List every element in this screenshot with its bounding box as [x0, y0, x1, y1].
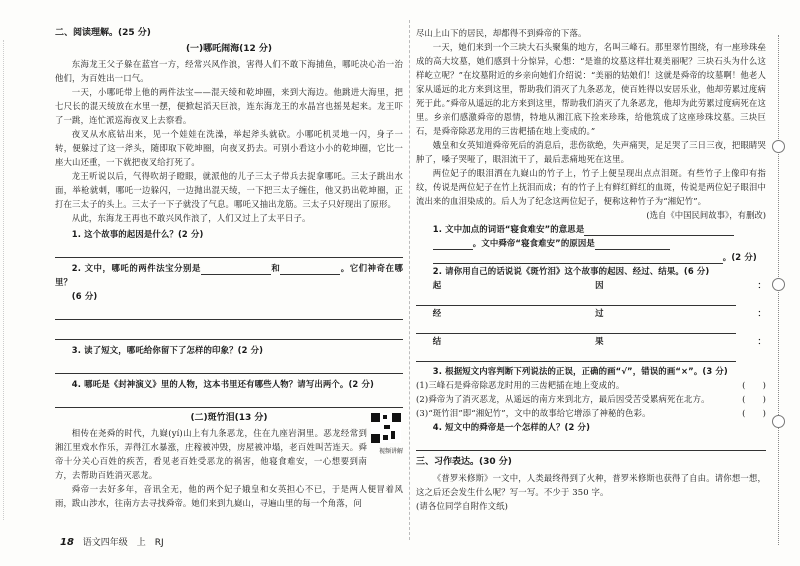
right-column — [416, 26, 766, 513]
question: 3. 读了短文，哪吒给你留下了怎样的印象？(2 分) — [71, 345, 264, 355]
left-margin-dots — [3, 40, 12, 520]
answer-row: 结果： — [416, 334, 766, 362]
answer-row: 经过： — [416, 306, 766, 334]
judgement-statement: (1)三峰石是舜帝除恶龙时用的三齿耙插在地上变成的。 ( ) — [416, 380, 766, 390]
binding-hole — [772, 415, 785, 428]
question: 。(2 分) — [416, 250, 766, 264]
passage-paragraph: 一天，小哪吒带上他的两件法宝——混天绫和乾坤圈，来到大海边。他跳进大海里，把七尺长的混天绫放在水里一摆，便掀起滔天巨浪，连东海龙王的水晶宫也摇晃起来。龙王吓了一跳，连忙派巡海夜叉上去察看。 — [55, 87, 403, 125]
passage-paragraph: 一天，她们来到一个三块大石头聚集的地方，名叫三峰石。那里翠竹围绕，有一座珍珠垒成的高大坟墓，她们感到十分惊异，心想：“是谁的坟墓这样壮观美丽呢？三块石头为什么这样屹立呢？”在坟墓附近的乡亲向她们介绍说：“美丽的姑娘们！这就是舜帝的坟墓啊！他老人家从遥远的北方来到这里，帮助我们消灭了九条恶龙，使百姓得以安居乐业，他却劳累过度病死于此。”舜帝从遥远的北方来到这里，帮助我们消灭了九条恶龙，他却为此劳累过度病死在这里。乡亲们感激舜帝的恩情，特地从湘江底下捡来珍珠，给他筑成了这座珍珠坟墓。三块巨石，是舜帝除恶龙用的三齿耙插在地上变成的。” — [416, 42, 766, 136]
question: 4. 哪吒是《封神演义》里的人物，这本书里还有哪些人物？请写出两个。(2 分) — [71, 379, 374, 389]
binding-hole — [772, 278, 785, 291]
answer-blank[interactable] — [433, 239, 473, 250]
left-column — [55, 26, 403, 510]
section-title: 二、阅读理解。(25 分) — [55, 28, 151, 38]
answer-line[interactable] — [55, 357, 403, 374]
book-label: 语文四年级 上 RJ — [82, 538, 164, 548]
question: 2. 文中，哪吒的两件法宝分别是 和 。它们神奇在哪里？ — [55, 263, 403, 287]
passage-paragraph: 相传在尧舜的时代，九嶷(yí)山上有九条恶龙，住在九座岩洞里。恶龙经常到湘江里戏水作乐，弄得江水暴涨，庄稼被冲毁，房屋被冲塌，老百姓叫苦连天。舜帝十分关心百姓的疾苦，看见老百姓受恶龙的祸害，他寝食难安，一心想要到南方，去帮助百姓消灭恶龙。 — [55, 428, 367, 480]
judgement-statement: (3)“斑竹泪”即“湘妃竹”，文中的故事给它增添了神秘的色彩。 ( ) — [416, 408, 766, 418]
column-divider — [409, 20, 410, 540]
answer-blank[interactable] — [433, 253, 723, 264]
passage-source: (选自《中国民间故事》，有删改) — [646, 210, 766, 220]
page-footer — [60, 535, 164, 548]
qr-code[interactable] — [371, 413, 401, 443]
passage-title: (一)哪吒闹海(12 分) — [185, 44, 273, 54]
passage-paragraph: 夜叉从水底钻出来，见一个娃娃在洗澡，举起斧头就砍。小哪吒机灵地一闪，身子一转，便躲过了这一斧头，随即取下乾坤圈，向夜叉扔去。可别小看这小小的乾坤圈，它比一座大山还重，一下就把夜叉给打死了。 — [55, 129, 403, 167]
section-title: 三、习作表达。(30 分) — [416, 457, 512, 467]
judgement-box[interactable]: ( ) — [742, 394, 766, 404]
answer-line[interactable] — [55, 241, 403, 258]
answer-blank[interactable] — [416, 323, 736, 334]
answer-blank[interactable] — [201, 264, 271, 275]
writing-prompt: 《普罗米修斯》一文中，人类最终得到了火种，普罗米修斯也获得了自由。请你想一想，这之后还会发生什么呢？写一写。不少于 350 字。 — [416, 473, 766, 497]
passage-paragraph: 尽山上山下的居民，却都得不到舜帝的下落。 — [416, 28, 587, 38]
question: 1. 这个故事的起因是什么？(2 分) — [71, 229, 204, 239]
answer-blank[interactable] — [584, 225, 734, 236]
answer-line[interactable] — [55, 391, 403, 408]
qr-label: 视频讲解 — [378, 448, 403, 455]
writing-note: (请各位同学自附作文纸) — [416, 501, 509, 511]
passage-paragraph: 舜帝一去好多年，音讯全无，他的两个妃子娥皇和女英担心不已，于是两人便冒着风雨，跋山涉水，往南方去寻找舜帝。她们来到九嶷山，寻遍山里的每一个角落，问 — [55, 484, 403, 508]
question: 。文中舜帝“寝食难安”的原因是 — [416, 236, 766, 250]
answer-blank[interactable] — [416, 295, 736, 306]
question: 3. 根据短文内容判断下列说法的正误，正确的画“√”，错误的画“×”。(3 分) — [432, 366, 728, 376]
question: 2. 请你用自己的话说说《斑竹泪》这个故事的起因、经过、结果。(6 分) — [432, 266, 710, 276]
answer-line[interactable] — [55, 303, 403, 320]
passage-title: (二)斑竹泪(13 分) — [190, 413, 268, 423]
binding-hole — [772, 140, 785, 153]
judgement-box[interactable]: ( ) — [742, 408, 766, 418]
answer-blank[interactable] — [416, 351, 736, 362]
passage-paragraph: 东海龙王父子躲在蓝宫一方，经常兴风作浪，害得人们不敢下海捕鱼，哪吒决心治一治他们，为百姓出一口气。 — [55, 59, 403, 83]
question: 1. 文中加点的词语“寝食难安”的意思是 — [416, 222, 766, 236]
question: 4. 短文中的舜帝是一个怎样的人？(2 分) — [432, 422, 591, 432]
answer-row: 起因： — [416, 278, 766, 306]
answer-blank[interactable] — [280, 264, 340, 275]
judgement-box[interactable]: ( ) — [742, 380, 766, 390]
passage-paragraph: 从此，东海龙王再也不敢兴风作浪了，人们又过上了太平日子。 — [71, 213, 311, 223]
answer-line[interactable] — [55, 323, 403, 340]
passage-paragraph: 龙王听说以后，气得吹胡子瞪眼，就派他的儿子三太子带兵去捉拿哪吒。三太子跳出水面，举枪就刺，哪吒一边躲闪，一边抛出混天绫，一下把三太子缠住，他又扔出乾坤圈，正打在三太子的头上。三太子一下子就没了气息。哪吒又抽出龙筋。三太子只好现出了原形。 — [55, 171, 403, 209]
page-number: 18 — [60, 537, 74, 548]
passage-paragraph: 娥皇和女英知道舜帝死后的消息后，悲伤欲绝，失声痛哭，足足哭了三日三夜，把眼睛哭肿了，嗓子哭哑了，眼泪流干了，最后悲痛地死在这里。 — [416, 140, 766, 164]
question-score: (6 分) — [71, 291, 98, 301]
judgement-statement: (2)舜帝为了消灭恶龙，从遥远的南方来到北方，最后因受苦受累病死在北方。 ( ) — [416, 394, 766, 404]
answer-blank[interactable] — [595, 239, 670, 250]
answer-line[interactable] — [416, 434, 766, 451]
passage-paragraph: 两位妃子的眼泪洒在九嶷山的竹子上，竹子上便呈现出点点泪斑。有些竹子上像印有指纹，传说是两位妃子在竹上抚泪而成；有的竹子上有鲜红鲜红的血斑，传说是两位妃子眼泪中流出来的血泪染成的。后人为了纪念这两位妃子，便称这种竹子为“湘妃竹”。 — [416, 168, 766, 206]
